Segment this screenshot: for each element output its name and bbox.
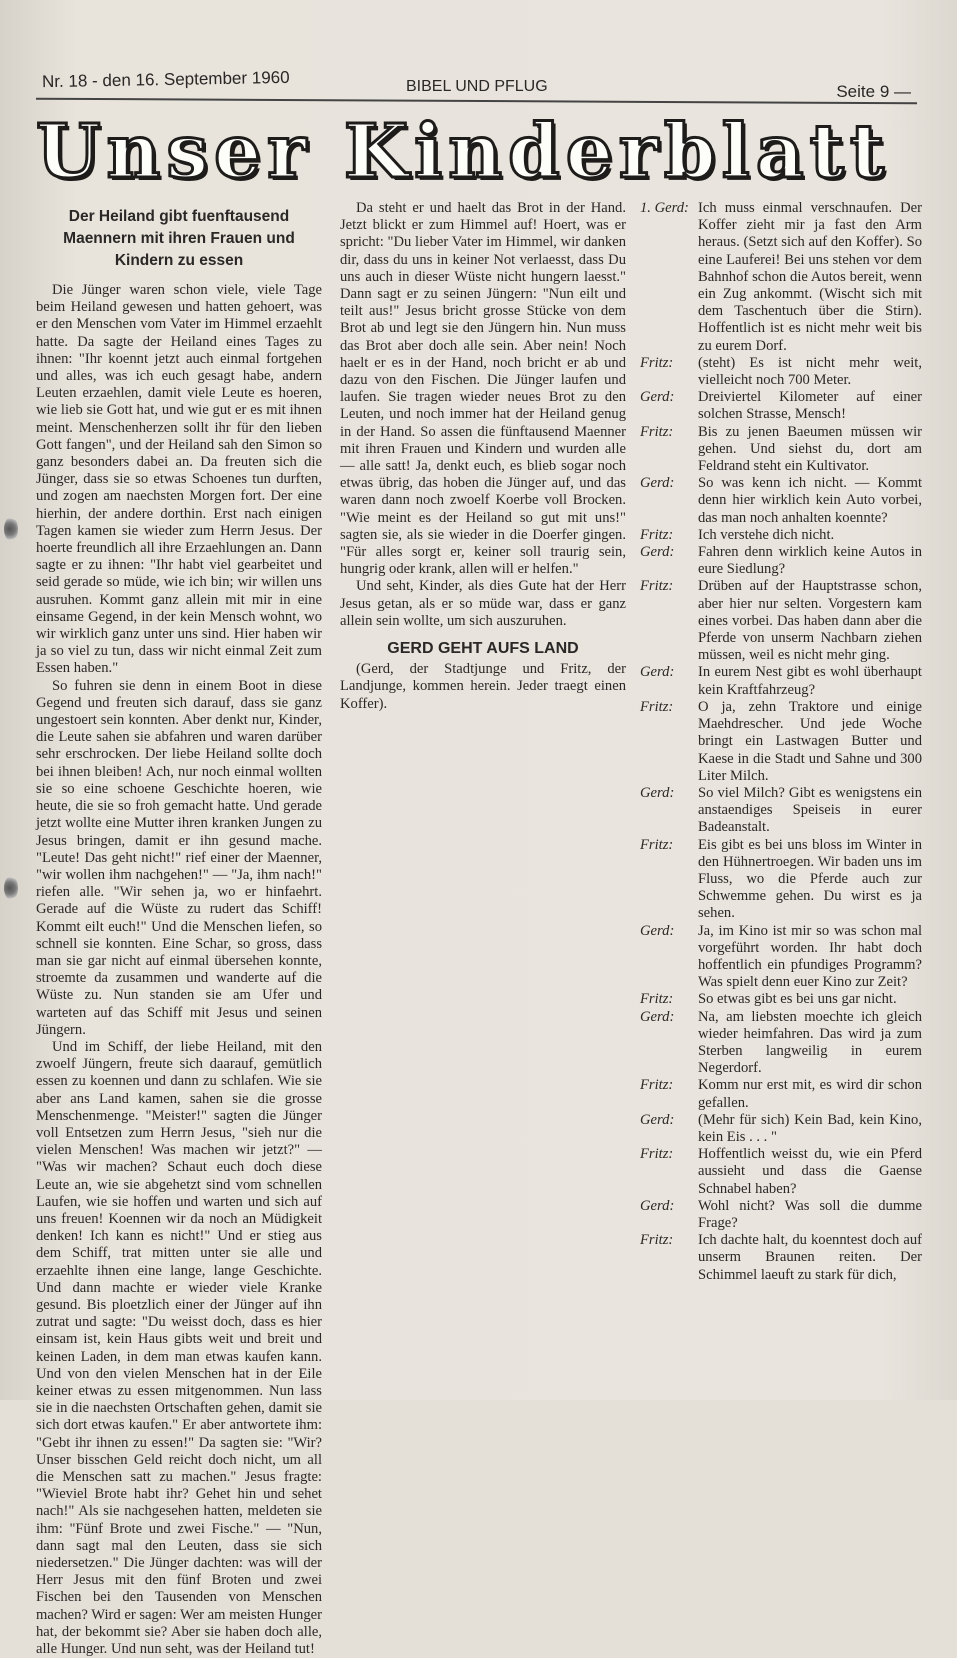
line-text: Ich muss einmal verschnaufen. Der Koffer zieht mir ja fast den Arm heraus. (Setzt sich auf den Koffer). So eine Lauferei! Bei uns stehen vor dem Bahnhof schon die Autos bereit, wenn ein Zug ankommt. (Wischt sich mit dem Taschentuch über die Stirn). Hoffentlich ist es nicht mehr weit bis zu eurem Dorf. <box>698 200 922 354</box>
column-2 <box>340 200 626 713</box>
speaker: Fritz: <box>640 526 674 543</box>
dialogue-line <box>640 389 922 423</box>
line-text: Hoffentlich weisst du, wie ein Pferd aussieht und dass die Gaense Schnabel haben? <box>698 1146 922 1197</box>
dialogue-line <box>640 1009 922 1078</box>
dialogue-line <box>640 1112 922 1146</box>
line-text: So etwas gibt es bei uns gar nicht. <box>698 991 897 1008</box>
line-text: Na, am liebsten moechte ich gleich wieder heimfahren. Das wird ja zum Sterben langweilig in eurem Negerdorf. <box>698 1008 922 1077</box>
dialogue-line <box>640 527 922 544</box>
dialogue-line <box>640 664 922 698</box>
line-text: (steht) Es ist nicht mehr weit, vielleicht noch 700 Meter. <box>698 354 922 389</box>
article-body-part2 <box>340 200 626 630</box>
speaker: Gerd: <box>640 475 675 492</box>
dialogue-line <box>640 544 922 578</box>
line-text: Bis zu jenen Baeumen müssen wir gehen. Und siehst du, dort am Feldrand steht ein Kultivator. <box>698 423 922 475</box>
paragraph: Und seht, Kinder, als dies Gute hat der Herr Jesus getan, als er so müde war, dass er ganz allein sein wollte, um sich auszuruhen. <box>340 578 626 629</box>
speaker: Fritz: <box>640 698 674 715</box>
punch-hole <box>4 517 18 541</box>
article-body-part1 <box>36 282 322 1658</box>
speaker: Gerd: <box>640 1111 675 1128</box>
line-text: So was kenn ich nicht. — Kommt denn hier wirklich kein Auto vorbei, das man noch anhalten koennte? <box>698 475 922 526</box>
dialogue-line <box>640 355 922 389</box>
play-intro <box>340 661 626 713</box>
line-text: Ich dachte halt, du koenntest doch auf unserm Braunen reiten. Der Schimmel laeuft zu stark für dich, <box>698 1232 922 1283</box>
line-text: Fahren denn wirklich keine Autos in eure Siedlung? <box>698 544 922 578</box>
speaker: 1. Gerd: <box>640 200 689 216</box>
masthead-title: Unser Kinderblatt <box>36 109 891 195</box>
dialogue-line <box>640 785 922 837</box>
speaker: Fritz: <box>640 1232 674 1249</box>
play-title: GERD GEHT AUFS LAND <box>387 640 579 658</box>
line-text: Ich verstehe dich nicht. <box>698 526 835 543</box>
speaker: Fritz: <box>640 836 674 853</box>
dialogue-line <box>640 1146 922 1198</box>
line-text: Dreiviertel Kilometer auf einer solchen Strasse, Mensch! <box>698 389 922 423</box>
dialogue-line <box>640 1077 922 1111</box>
stage-direction: (Gerd, der Stadtjunge und Fritz, der Landjunge, kommen herein. Jeder traegt einen Koffer). <box>340 661 626 712</box>
speaker: Gerd: <box>640 544 675 561</box>
column-1 <box>36 200 322 1658</box>
article-title: Der Heiland gibt fuenftausend Maennern mit ihren Frauen und Kindern zu essen <box>63 208 295 269</box>
page-number: Seite 9 — <box>836 82 911 101</box>
line-text: So viel Milch? Gibt es wenigstens ein anstaendiges Speiseis in eurer Badeanstalt. <box>698 784 922 836</box>
speaker: Fritz: <box>640 1077 674 1094</box>
paragraph: Und im Schiff, der liebe Heiland, mit den zwoelf Jüngern, freute sich daarauf, gemütlich essen zu koennen und dann zu schlafen. Wie sie aber ans Land kamen, sahen sie die grosse Menschenmenge. "Meister!" sagten die Jünger voll Entsetzen zum Herrn Jesus, "sieh nur die vielen Menschen! Was machen wir jetzt?" — "Was wir machen? Schaut euch doch diese Leute an, wie sie abgehetzt sind vom schnellen Laufen, wie sie hoffen und warten und sich auf uns freuen! Koennen wir da noch an Müdigkeit denken! Ich kann es nicht!" Und er stieg aus dem Schiff, trat mitten unter sie alle und erzaehlte ihnen eine lange, lange Geschichte. Und dann machte er wieder viele Kranke gesund. Bis ploetzlich einer der Jünger auf ihn zutrat und sagte: "Du weisst doch, dass es hier einsam ist, kein Haus gibts weit und breit und keinen Laden, in dem man etwas kaufen kann. Und von den vielen Menschen hat in der Eile keiner etwas zu essen mitgenommen. Nun lass sie in die naechsten Ortschaften gehen, damit sie sich dort etwas kaufen." Er aber antwortete ihm: "Gebt ihr ihnen zu essen!" Da sagten sie: "Wir? Unser bisschen Geld reicht doch nicht, um all die Menschen satt zu machen." Jesus fragte: "Wieviel Brote habt ihr? Gehet hin und sehet nach!" Als sie nachgesehen hatten, meldeten sie ihm: "Fünf Brote und zwei Fische." — "Nun, dann sagt mal den Leuten, dass sie sich niedersetzen." Die Jünger dachten: was will der Herr Jesus mit den fünf Broten und zwei Fischen bei den Tausenden von Menschen machen? Wird er sagen: Wer am meisten Hunger hat, der bekommt sie? Aber sie haben doch alle, alle Hunger. Und nun seht, was der Heiland tut! <box>36 1038 322 1658</box>
paragraph: So fuhren sie denn in einem Boot in diese Gegend und freuten sich darauf, dass sie ganz ungestoert sein konnten. Aber denkt nur, Kinder, die Leute sahen sie abfahren und waren darüber sehr erschrocken. Der liebe Heiland sollte doch bei ihnen bleiben! Ach, nur noch einmal wollten sie so eine schoene Geschichte hoeren, wie heute, die sie so froh gemacht hatte. Und gerade jetzt wollte eine Mutter ihren kranken Jungen zu Jesus bringen, damit er ihn gesund mache. "Leute! Das geht nicht!" rief einer der Maenner, "wir wollen ihm nachgehen!" — "Ja, ihm nach!" riefen alle. "Wir sehen ja, wo er hinfaehrt. Gerade auf die Wüste zu rudert das Schiff! Kommt eilt euch!" Und die Menschen liefen, so schnell sie konnten. Eine Schar, so gross, dass man sie gar nicht auf einmal übersehen konnte, stroemte da zusammen und wanderte auf die Wüste zu. Nun standen sie am Ufer und warteten auf das Schiff mit Jesus und seinen Jüngern. <box>36 677 322 1038</box>
speaker: Gerd: <box>640 664 675 681</box>
line-text: Wohl nicht? Was soll die dumme Frage? <box>698 1197 922 1231</box>
dialogue-line <box>640 578 922 664</box>
paragraph: Da steht er und haelt das Brot in der Hand. Jetzt blickt er zum Himmel auf! Hoert, was er spricht: "Du lieber Vater im Himmel, wir danken dir, dass du uns in keiner Not verlaesst, dass Du uns auch in dieser Wüste nicht hungern laesst." Dann sagt er zu seinen Jüngern: "Nun eilt und teilt aus!" Jesus bricht grosse Stücke von dem Brot ab und legt sie den Jüngern hin. Nun muss das Brot aber doch alle sein. Aber nein! Noch haelt er es in der Hand, noch bricht er ab und dazu von den Fischen. Die Jünger laufen und laufen. Sie tragen wieder neues Brot zu den Leuten, und noch immer hat der Heiland genug in der Hand. So assen die fünftausend Maenner mit ihren Frauen und Kindern und wurden alle — alle satt! Ja, denkt euch, es blieb sogar noch etwas übrig, das hoben die Jünger auf, und das waren dann noch zwoelf Koerbe voll Brocken. "Wie meint es der Heiland so gut mit uns!" sagten sie, als sie wieder in die Doerfer gingen. "Für alles sorgt er, keiner soll traurig sein, hungrig oder krank, allen will er helfen." <box>340 200 626 578</box>
line-text: Komm nur erst mit, es wird dir schon gefallen. <box>698 1077 922 1111</box>
issue-line: Nr. 18 - den 16. September 1960 <box>41 67 290 92</box>
dialogue-line <box>640 923 922 992</box>
speaker: Fritz: <box>640 354 674 371</box>
speaker: Gerd: <box>640 1197 675 1214</box>
publication-name: BIBEL UND PFLUG <box>406 78 548 95</box>
speaker: Gerd: <box>640 1008 675 1025</box>
speaker: Fritz: <box>640 578 674 595</box>
dialogue-line <box>640 991 922 1008</box>
dialogue-line <box>640 424 922 476</box>
line-text: Drüben auf der Hauptstrasse schon, aber hier nur selten. Vorgestern kam eines vorbei. Das haben dann aber die Pferde von unserm Nachbarn ziehen müssen, weil es nicht mehr ging. <box>698 578 922 664</box>
speaker: Gerd: <box>640 922 675 939</box>
speaker: Gerd: <box>640 389 675 406</box>
dialogue-line <box>640 1232 922 1284</box>
dialogue-line <box>640 475 922 527</box>
speaker: Gerd: <box>640 784 675 801</box>
punch-hole <box>4 876 18 900</box>
speaker: Fritz: <box>640 1146 674 1163</box>
line-text: (Mehr für sich) Kein Bad, kein Kino, kein Eis . . . " <box>698 1111 922 1145</box>
dialogue-line <box>640 1198 922 1232</box>
dialogue-line <box>640 837 922 923</box>
line-text: Eis gibt es bei uns bloss im Winter in den Hühnertroegen. Wir baden uns im Fluss, wo die Pferde auch zur Schwemme gehen. Du wirst es ja sehen. <box>698 836 922 922</box>
dialogue-line <box>640 699 922 785</box>
dialogue-line <box>640 200 922 355</box>
paragraph: Die Jünger waren schon viele, viele Tage beim Heiland gewesen und hatten gehoert, was er den Menschen vom Vater im Himmel erzaehlt hatte. Da sagte der Heiland eines Tages zu ihnen: "Ihr koennt jetzt auch einmal fortgehen und alles, was ich euch gesagt habe, andern Leuten erzaehlen, damit viele Leute es hoeren, wie lieb sie Gott hat, und wie gut er es mit ihnen meint. Menschenherzen sollt ihr für den lieben Gott fangen", und der Heiland sah den Simon so ganz besonders dabei an. Da freuten sich die Jünger, dass sie so etwas Schoenes tun durften, und zogen am naechsten Morgen fort. Der eine hierhin, der andere dorthin. Erst nach einigen Tagen kamen sie wieder zum Herrn Jesus. Der hoerte freundlich all ihre Erzaehlungen an. Dann sagte er zu ihnen: "Ihr habt viel gearbeitet und seid gerade so müde, wie ich bin; wir willen uns ausruhen. Kommt ganz allein mit mir in eine einsame Gegend, in der kein Mensch wohnt, wo wir wirklich ganz unter uns sind. Hier haben wir ja so viel zu tun, dass wir nicht einmal Zeit zum Essen haben." <box>36 282 322 677</box>
line-text: In eurem Nest gibt es wohl überhaupt kein Kraftfahrzeug? <box>698 664 922 698</box>
line-text: O ja, zehn Traktore und einige Maehdrescher. Und jede Woche bringt ein Lastwagen Butter und Kaese in die Stadt und Sahne und 300 Liter Milch. <box>698 698 922 784</box>
speaker: Fritz: <box>640 991 674 1008</box>
speaker: Fritz: <box>640 423 674 440</box>
line-text: Ja, im Kino ist mir so was schon mal vorgeführt worden. Ihr habt doch hoffentlich ein pfundiges Programm? Was spielt denn euer Kino zur Zeit? <box>698 922 922 991</box>
page-header <box>40 67 917 101</box>
column-3 <box>640 200 922 1284</box>
